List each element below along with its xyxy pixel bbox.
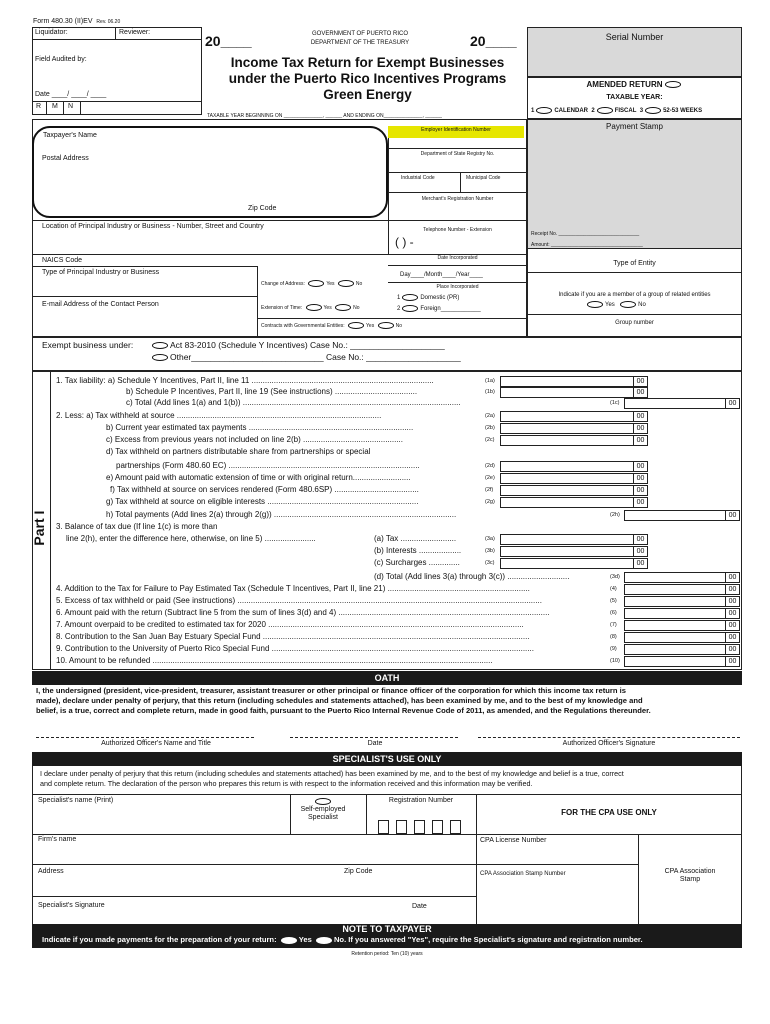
line-number: (4) xyxy=(610,586,617,592)
line-number: (2a) xyxy=(485,413,495,419)
line-number: (5) xyxy=(610,598,617,604)
ein-label: Employer Identification Number xyxy=(421,127,491,133)
line-text: 1. Tax liability: a) Schedule Y Incentives, Part II, line 11 .................................................................................. xyxy=(56,376,434,385)
specialist-text-2: and complete return. The declaration of the person who prepares this return is with respect to the information received and this information may be verified. xyxy=(40,779,533,788)
exempt-under: Exempt business under: xyxy=(42,340,134,350)
m-label: M xyxy=(52,103,58,110)
amount-field[interactable] xyxy=(500,497,633,508)
line-number: (9) xyxy=(610,646,617,652)
address-label: Address xyxy=(38,868,64,875)
gov-line1: GOVERNMENT OF PUERTO RICO xyxy=(311,31,408,37)
cents-field[interactable]: 00 xyxy=(633,558,648,569)
line-text: b) Schedule P Incentives, Part II, line 19 (See instructions) ..................................... xyxy=(126,387,418,396)
cents-field[interactable]: 00 xyxy=(725,644,740,655)
serial-number-label: Serial Number xyxy=(605,32,664,42)
line-text: g) Tax withheld at source on eligible interests .................................................................... xyxy=(106,497,419,506)
line-text: 8. Contribution to the San Juan Bay Estuary Special Fund ........................................................................................................................ xyxy=(56,632,530,641)
line-number: (2f) xyxy=(485,487,494,493)
zip-code-label: Zip Code xyxy=(248,205,277,212)
dept-state-registry: Department of State Registry No. xyxy=(420,151,495,157)
line-text: 5. Excess of tax withheld or paid (See instructions) ......................................................................................................................................... xyxy=(56,596,542,605)
note-heading: NOTE TO TAXPAYER xyxy=(342,924,432,934)
line-number: (2g) xyxy=(485,499,495,505)
line-number: (10) xyxy=(610,658,620,664)
amount-field[interactable] xyxy=(624,596,726,607)
specialist-name-label: Specialist's name (Print) xyxy=(38,797,114,804)
cents-field[interactable]: 00 xyxy=(633,485,648,496)
n-label: N xyxy=(68,103,74,110)
cents-field[interactable]: 00 xyxy=(633,411,648,422)
line-text: h) Total payments (Add lines 2(a) through 2(g)) .................................................................................. xyxy=(106,510,457,519)
industrial-code: Industrial Code xyxy=(401,175,435,181)
tax-year-options[interactable]: 1 CALENDAR 2 FISCAL 3 52-53 WEEKS xyxy=(531,108,703,115)
line-text: 9. Contribution to the University of Puerto Rico Special Fund ...................................................................................................................... xyxy=(56,644,534,653)
note-text[interactable]: Indicate if you made payments for the preparation of your return: Yes No. If you answered "Yes", require the Specialist's signature and registration number. xyxy=(42,935,643,944)
form-number: Form 480.30 (II)EV Rev. 06.20 xyxy=(33,18,121,25)
day-month-year[interactable]: Day____/Month____/Year____ xyxy=(400,272,483,278)
cents-field[interactable]: 00 xyxy=(725,608,740,619)
oath-date-label: Date xyxy=(367,740,383,747)
line-number: (2d) xyxy=(485,463,495,469)
cents-field[interactable]: 00 xyxy=(725,620,740,631)
line-number: (2h) xyxy=(610,512,620,518)
r-label: R xyxy=(36,103,42,110)
amount-field[interactable] xyxy=(500,411,633,422)
line-number: (8) xyxy=(610,634,617,640)
group-indicate: Indicate if you are a member of a group of related entities xyxy=(558,292,711,298)
cents-field[interactable]: 00 xyxy=(725,510,740,521)
year-left: 20____ xyxy=(205,33,252,49)
form-title: Income Tax Return for Exempt Businesses under the Puerto Rico Incentives Programs Green Energy xyxy=(228,55,507,102)
amount-field[interactable] xyxy=(500,461,633,472)
taxable-year-period: TAXABLE YEAR BEGINNING ON ______________, ______ AND ENDING ON______________, ______ xyxy=(207,113,442,119)
cents-field[interactable]: 00 xyxy=(633,546,648,557)
taxpayer-name-label: Taxpayer's Name xyxy=(43,132,97,139)
merchant-registration: Merchant's Registration Number xyxy=(421,196,494,202)
type-industry-label: Type of Principal Industry or Business xyxy=(42,269,160,276)
line-number: (2b) xyxy=(485,425,495,431)
retention-period: Retention period: Ten (10) years xyxy=(351,951,423,957)
amount-field[interactable] xyxy=(624,644,726,655)
specialist-date-label: Date xyxy=(412,903,427,910)
line-text: (d) Total (Add lines 3(a) through 3(c)) ............................ xyxy=(374,572,570,581)
location-label: Location of Principal Industry or Business - Number, Street and Country xyxy=(42,223,264,230)
line-text: f) Tax withheld at source on services rendered (Form 480.6SP) ...................................... xyxy=(110,485,419,494)
cents-field[interactable]: 00 xyxy=(633,376,648,387)
line-text: (a) Tax ......................... xyxy=(374,534,457,543)
amount-field[interactable] xyxy=(624,620,726,631)
extension-time[interactable]: Extension of Time: Yes No xyxy=(261,304,360,311)
cpa-use-only: FOR THE CPA USE ONLY xyxy=(561,808,657,817)
amount-field[interactable] xyxy=(624,510,726,521)
telephone-label: Telephone Number - Extension xyxy=(423,227,492,233)
cpa-stamp-number: CPA Association Stamp Number xyxy=(480,871,566,877)
amount-field[interactable] xyxy=(500,485,633,496)
line-text: 3. Balance of tax due (If line 1(c) is more than xyxy=(56,522,218,531)
cents-field[interactable]: 00 xyxy=(725,584,740,595)
amount-field[interactable] xyxy=(624,584,726,595)
cents-field[interactable]: 00 xyxy=(725,632,740,643)
type-entity-label: Type of Entity xyxy=(613,260,656,267)
line-text: 7. Amount overpaid to be credited to estimated tax for 2020 ................................................................................................................... xyxy=(56,620,524,629)
postal-address-label: Postal Address xyxy=(42,155,89,162)
cents-field[interactable]: 00 xyxy=(725,572,740,583)
line-text: e) Amount paid with automatic extension of time or with original return.......................... xyxy=(106,473,411,482)
change-address[interactable]: Change of Address: Yes No xyxy=(261,280,363,287)
specialist-zip-label: Zip Code xyxy=(344,868,373,875)
specialist-text-1: I declare under penalty of perjury that this return (including schedules and statements attached) has been examined by me, and to the best of my knowledge and belief is a true, correct xyxy=(40,769,624,778)
line-text: 4. Addition to the Tax for Failure to Pay Estimated Tax (Schedule T Incentives, Part II, line 21) ................................................................ xyxy=(56,584,530,593)
domestic-option[interactable]: 1 Domestic (PR) xyxy=(397,295,460,302)
line-text: b) Current year estimated tax payments .......................................................................... xyxy=(106,423,414,432)
officer-name-label: Authorized Officer's Name and Title xyxy=(101,740,211,747)
cpa-license-label: CPA License Number xyxy=(480,837,547,844)
amount-field[interactable] xyxy=(500,423,633,434)
amount-field[interactable] xyxy=(500,558,633,569)
cents-field[interactable]: 00 xyxy=(633,473,648,484)
amount-field[interactable] xyxy=(500,435,633,446)
line-text: partnerships (Form 480.60 EC) ...................................................................................... xyxy=(116,461,420,470)
line-number: (7) xyxy=(610,622,617,628)
email-label: E-mail Address of the Contact Person xyxy=(42,301,159,308)
contracts-gov[interactable]: Contracts with Governmental Entities: Yes No xyxy=(261,322,403,329)
line-text: 10. Amount to be refunded ......................................................................................................................................................... xyxy=(56,656,493,665)
reviewer-label: Reviewer: xyxy=(119,29,151,36)
place-incorporated: Place Incorporated xyxy=(436,284,479,290)
telephone-field[interactable]: ( ) - xyxy=(395,235,414,249)
liquidator-label: Liquidator: xyxy=(35,29,68,36)
officer-signature-label: Authorized Officer's Signature xyxy=(562,740,656,747)
amount-field[interactable] xyxy=(624,656,726,667)
line-number: (2e) xyxy=(485,475,495,481)
registration-label: Registration Number xyxy=(388,797,454,804)
amount-field[interactable] xyxy=(624,398,726,409)
line-number: (3b) xyxy=(485,548,495,554)
amount-field[interactable] xyxy=(500,387,633,398)
amount-received: Amount: _________________________________ xyxy=(531,242,643,248)
cents-field[interactable]: 00 xyxy=(633,435,648,446)
line-number: (6) xyxy=(610,610,617,616)
amended-return[interactable]: AMENDED RETURN xyxy=(527,80,742,89)
oath-heading: OATH xyxy=(32,671,742,685)
taxable-year-label: TAXABLE YEAR: xyxy=(606,94,663,101)
cents-field[interactable]: 00 xyxy=(633,387,648,398)
oath-text-1: I, the undersigned (president, vice-president, treasurer, assistant treasurer or other principal or finance officer of the corporation for which this income tax return is xyxy=(36,686,626,695)
cents-field[interactable]: 00 xyxy=(725,398,740,409)
line-number: (3a) xyxy=(485,536,495,542)
line-number: (3d) xyxy=(610,574,620,580)
amount-field[interactable] xyxy=(624,608,726,619)
line-text: c) Excess from previous years not included on line 2(b) ............................................. xyxy=(106,435,403,444)
other-option[interactable]: Other____________________________ Case No.: ____________________ xyxy=(150,353,461,363)
line-text: d) Tax withheld on partners distributable share from partnerships or special xyxy=(106,447,371,456)
group-number: Group number xyxy=(615,320,654,326)
date-incorporated: Date Incorporated xyxy=(437,255,478,261)
date-label: Date ____/ ____/ ____ xyxy=(35,91,107,98)
specialist-heading: SPECIALIST'S USE ONLY xyxy=(32,752,742,766)
cents-field[interactable]: 00 xyxy=(725,656,740,667)
line-text: 6. Amount paid with the return (Subtract line 5 from the sum of lines 3(d) and 4) ............................................................................................... xyxy=(56,608,550,617)
line-number: (2c) xyxy=(485,437,495,443)
receipt-number: Receipt No. _____________________________ xyxy=(531,231,640,237)
group-yes-no[interactable]: Yes No xyxy=(585,301,646,309)
cents-field[interactable]: 00 xyxy=(725,596,740,607)
amount-field[interactable] xyxy=(500,376,633,387)
amount-field[interactable] xyxy=(500,473,633,484)
amount-field[interactable] xyxy=(624,572,726,583)
line-number: (1a) xyxy=(485,378,495,384)
cents-field[interactable]: 00 xyxy=(633,423,648,434)
line-text: c) Total (Add lines 1(a) and 1(b)) .................................................................................................. xyxy=(126,398,461,407)
self-employed-check[interactable]: Self-employed Specialist xyxy=(290,798,356,822)
line-text: line 2(h), enter the difference here, otherwise, on line 5) ....................... xyxy=(66,534,316,543)
line-text: (c) Surcharges .............. xyxy=(374,558,460,567)
cents-field[interactable]: 00 xyxy=(633,497,648,508)
gov-line2: DEPARTMENT OF THE TREASURY xyxy=(310,40,410,46)
line-number: (3c) xyxy=(485,560,495,566)
line-number: (1c) xyxy=(610,400,620,406)
line-text: (b) Interests ................... xyxy=(374,546,462,555)
municipal-code: Municipal Code xyxy=(466,175,501,181)
cents-field[interactable]: 00 xyxy=(633,534,648,545)
amended-oval[interactable] xyxy=(665,81,681,88)
amount-field[interactable] xyxy=(624,632,726,643)
part1-label: Part I xyxy=(30,510,47,546)
amount-field[interactable] xyxy=(500,534,633,545)
payment-stamp-label: Payment Stamp xyxy=(606,122,663,131)
cpa-stamp-label: CPA Association Stamp xyxy=(664,868,716,884)
firm-name-label: Firm's name xyxy=(38,836,77,843)
oath-text-2: made), declare under penalty of perjury, that this return (including schedules and statements attached), has been examined by me, and to the best of my knowledge and xyxy=(36,696,643,705)
oath-text-3: belief, is a true, correct and complete return, made in good faith, pursuant to the Puerto Rico Internal Revenue Code of 2011, as amended, and the Regulations thereunder. xyxy=(36,706,651,715)
naics-label: NAICS Code xyxy=(42,257,83,264)
field-audited-label: Field Audited by: xyxy=(35,56,87,63)
line-text: 2. Less: a) Tax withheld at source ............................................................................................ xyxy=(56,411,382,420)
amount-field[interactable] xyxy=(500,546,633,557)
line-number: (1b) xyxy=(485,389,495,395)
act-83-option[interactable]: Act 83-2010 (Schedule Y Incentives) Case No.: ____________________ xyxy=(150,341,445,351)
cents-field[interactable]: 00 xyxy=(633,461,648,472)
foreign-option[interactable]: 2 Foreign____________ xyxy=(397,306,481,313)
year-right: 20____ xyxy=(470,33,517,49)
specialist-signature-label: Specialist's Signature xyxy=(38,902,105,909)
